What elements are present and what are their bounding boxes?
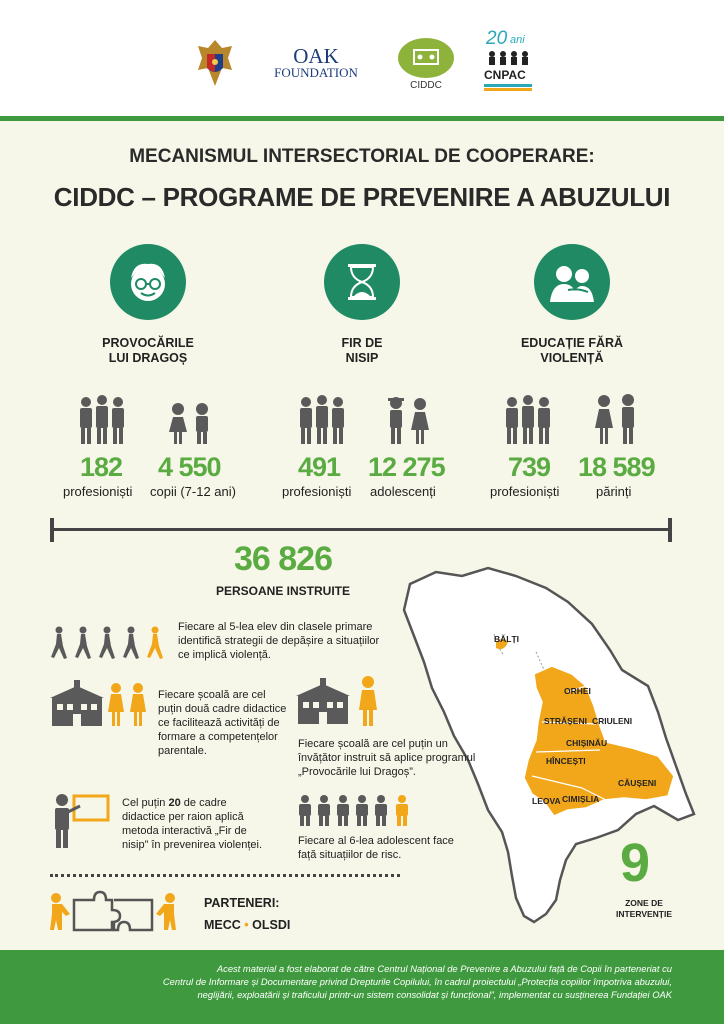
map-label-balti: BĂLȚI [494, 634, 520, 644]
oak-logo: OAK FOUNDATION [274, 44, 358, 80]
boy-with-glasses-icon [110, 244, 186, 320]
ciddc-logo-label: CIDDC [410, 80, 442, 91]
fact-two-teachers-parental: Fiecare școală are cel puțin două cadre didactice ce facilitează activități de formare a competențelor parentale. [158, 689, 287, 757]
title-line-2: CIDDC – PROGRAME DE PREVENIRE A ABUZULUI [53, 182, 671, 212]
program-2-adolescents-label: adolescenți [370, 484, 436, 499]
program-3-parents-label: părinți [596, 484, 632, 499]
total-bracket-line [52, 528, 670, 531]
hourglass-icon [324, 244, 400, 320]
program-1-professionals-label: profesioniști [63, 484, 133, 499]
map-label-causeni: CĂUȘENI [618, 778, 657, 788]
children-pair-icon [166, 402, 216, 446]
program-1-professionals-count: 182 [80, 452, 123, 482]
program-3-professionals-count: 739 [508, 452, 551, 482]
zones-count: 9 [620, 833, 651, 893]
cnpac-logo: 20 ani CNPAC [484, 28, 534, 92]
adolescents-pair-icon [384, 396, 434, 446]
program-1-title: PROVOCĂRILE LUI DRAGOȘ [102, 336, 194, 365]
partners-divider [50, 874, 400, 877]
ciddc-logo-icon [398, 38, 454, 78]
program-3-professionals-label: profesioniști [490, 484, 560, 499]
coat-of-arms-icon [194, 38, 236, 90]
fact-fir-de-nisip: Cel puțin 20 de cadre didactice per raion aplică metoda interactivă „Fir de nisip” în prevenirea violenței. [122, 797, 263, 851]
partner-olsdi: OLSDI [252, 918, 291, 932]
total-bracket-left [50, 518, 54, 542]
program-2-professionals-label: profesioniști [282, 484, 352, 499]
partners-puzzle-icon [48, 886, 178, 934]
map-label-criuleni: CRIULENI [592, 716, 633, 726]
map-label-hincesti: HÎNCEȘTI [546, 756, 586, 766]
parent-hugging-child-icon [534, 244, 610, 320]
program-3-parents-count: 18 589 [578, 452, 655, 482]
program-1-children-label: copii (7-12 ani) [150, 484, 236, 499]
header-divider [0, 116, 724, 121]
map-label-straseni: STRĂȘENI [544, 716, 587, 726]
partners-list [204, 918, 290, 932]
professionals-group-icon [76, 394, 128, 446]
total-trained-label: PERSOANE INSTRUITE [215, 584, 350, 598]
fact-teacher-provocari: Fiecare școală are cel puțin un învățător instruit să aplice programul „Provocările lui Dragoș”. [298, 738, 476, 778]
school-with-teacher-icon [296, 674, 382, 728]
program-3-title: EDUCAȚIE FĂRĂ VIOLENȚĂ [520, 336, 624, 365]
professionals-group-icon [502, 394, 554, 446]
program-2-adolescents-count: 12 275 [368, 452, 445, 482]
professionals-group-icon [296, 394, 348, 446]
parents-pair-icon [592, 394, 642, 446]
map-label-orhei: ORHEI [564, 686, 591, 696]
program-2-title: FIR DE NISIP [341, 336, 383, 365]
header-bar [0, 0, 724, 118]
fact-sixth-adolescent: Fiecare al 6-lea adolescent face față situațiilor de risc. [298, 835, 454, 861]
map-label-chisinau: CHIȘINĂU [566, 738, 608, 748]
six-adolescents-icon [296, 794, 414, 828]
map-label-cimislia: CIMIȘLIA [562, 794, 600, 804]
total-bracket-right [668, 518, 672, 542]
partner-mecc: MECC [204, 918, 241, 932]
footer-credits: Acest material a fost elaborat de către Centrul Național de Prevenire a Abuzului față de Copii în parteneriat cu Centrul de Informare și Documentare privind Drepturile Copilului, în cadrul proiectului „Protecția copiilor împotriva abuzului, neglijării, exploatării și traficului printr-un sistem consolidat și funcțional”, implementat cu susținerea Fundației OAK [162, 963, 672, 1000]
partner-separator: • [244, 918, 249, 932]
zones-label: ZONE DE INTERVENȚIE [615, 898, 673, 919]
fact-fifth-student: Fiecare al 5-lea elev din clasele primare identifică strategii de depășire a situațiilor ce implică violență. [178, 621, 380, 661]
teacher-at-board-icon [50, 792, 112, 850]
total-trained-count: 36 826 [234, 540, 332, 578]
program-2-professionals-count: 491 [298, 452, 341, 482]
school-with-two-teachers-icon [50, 680, 150, 728]
map-label-leova: LEOVA [532, 796, 561, 806]
children-icon [486, 50, 532, 66]
program-1-children-count: 4 550 [158, 452, 221, 482]
partners-title: PARTENERI: [204, 896, 280, 910]
title-line-1: MECANISMUL INTERSECTORIAL DE COOPERARE: [129, 146, 595, 167]
five-students-walking-icon [50, 626, 168, 662]
